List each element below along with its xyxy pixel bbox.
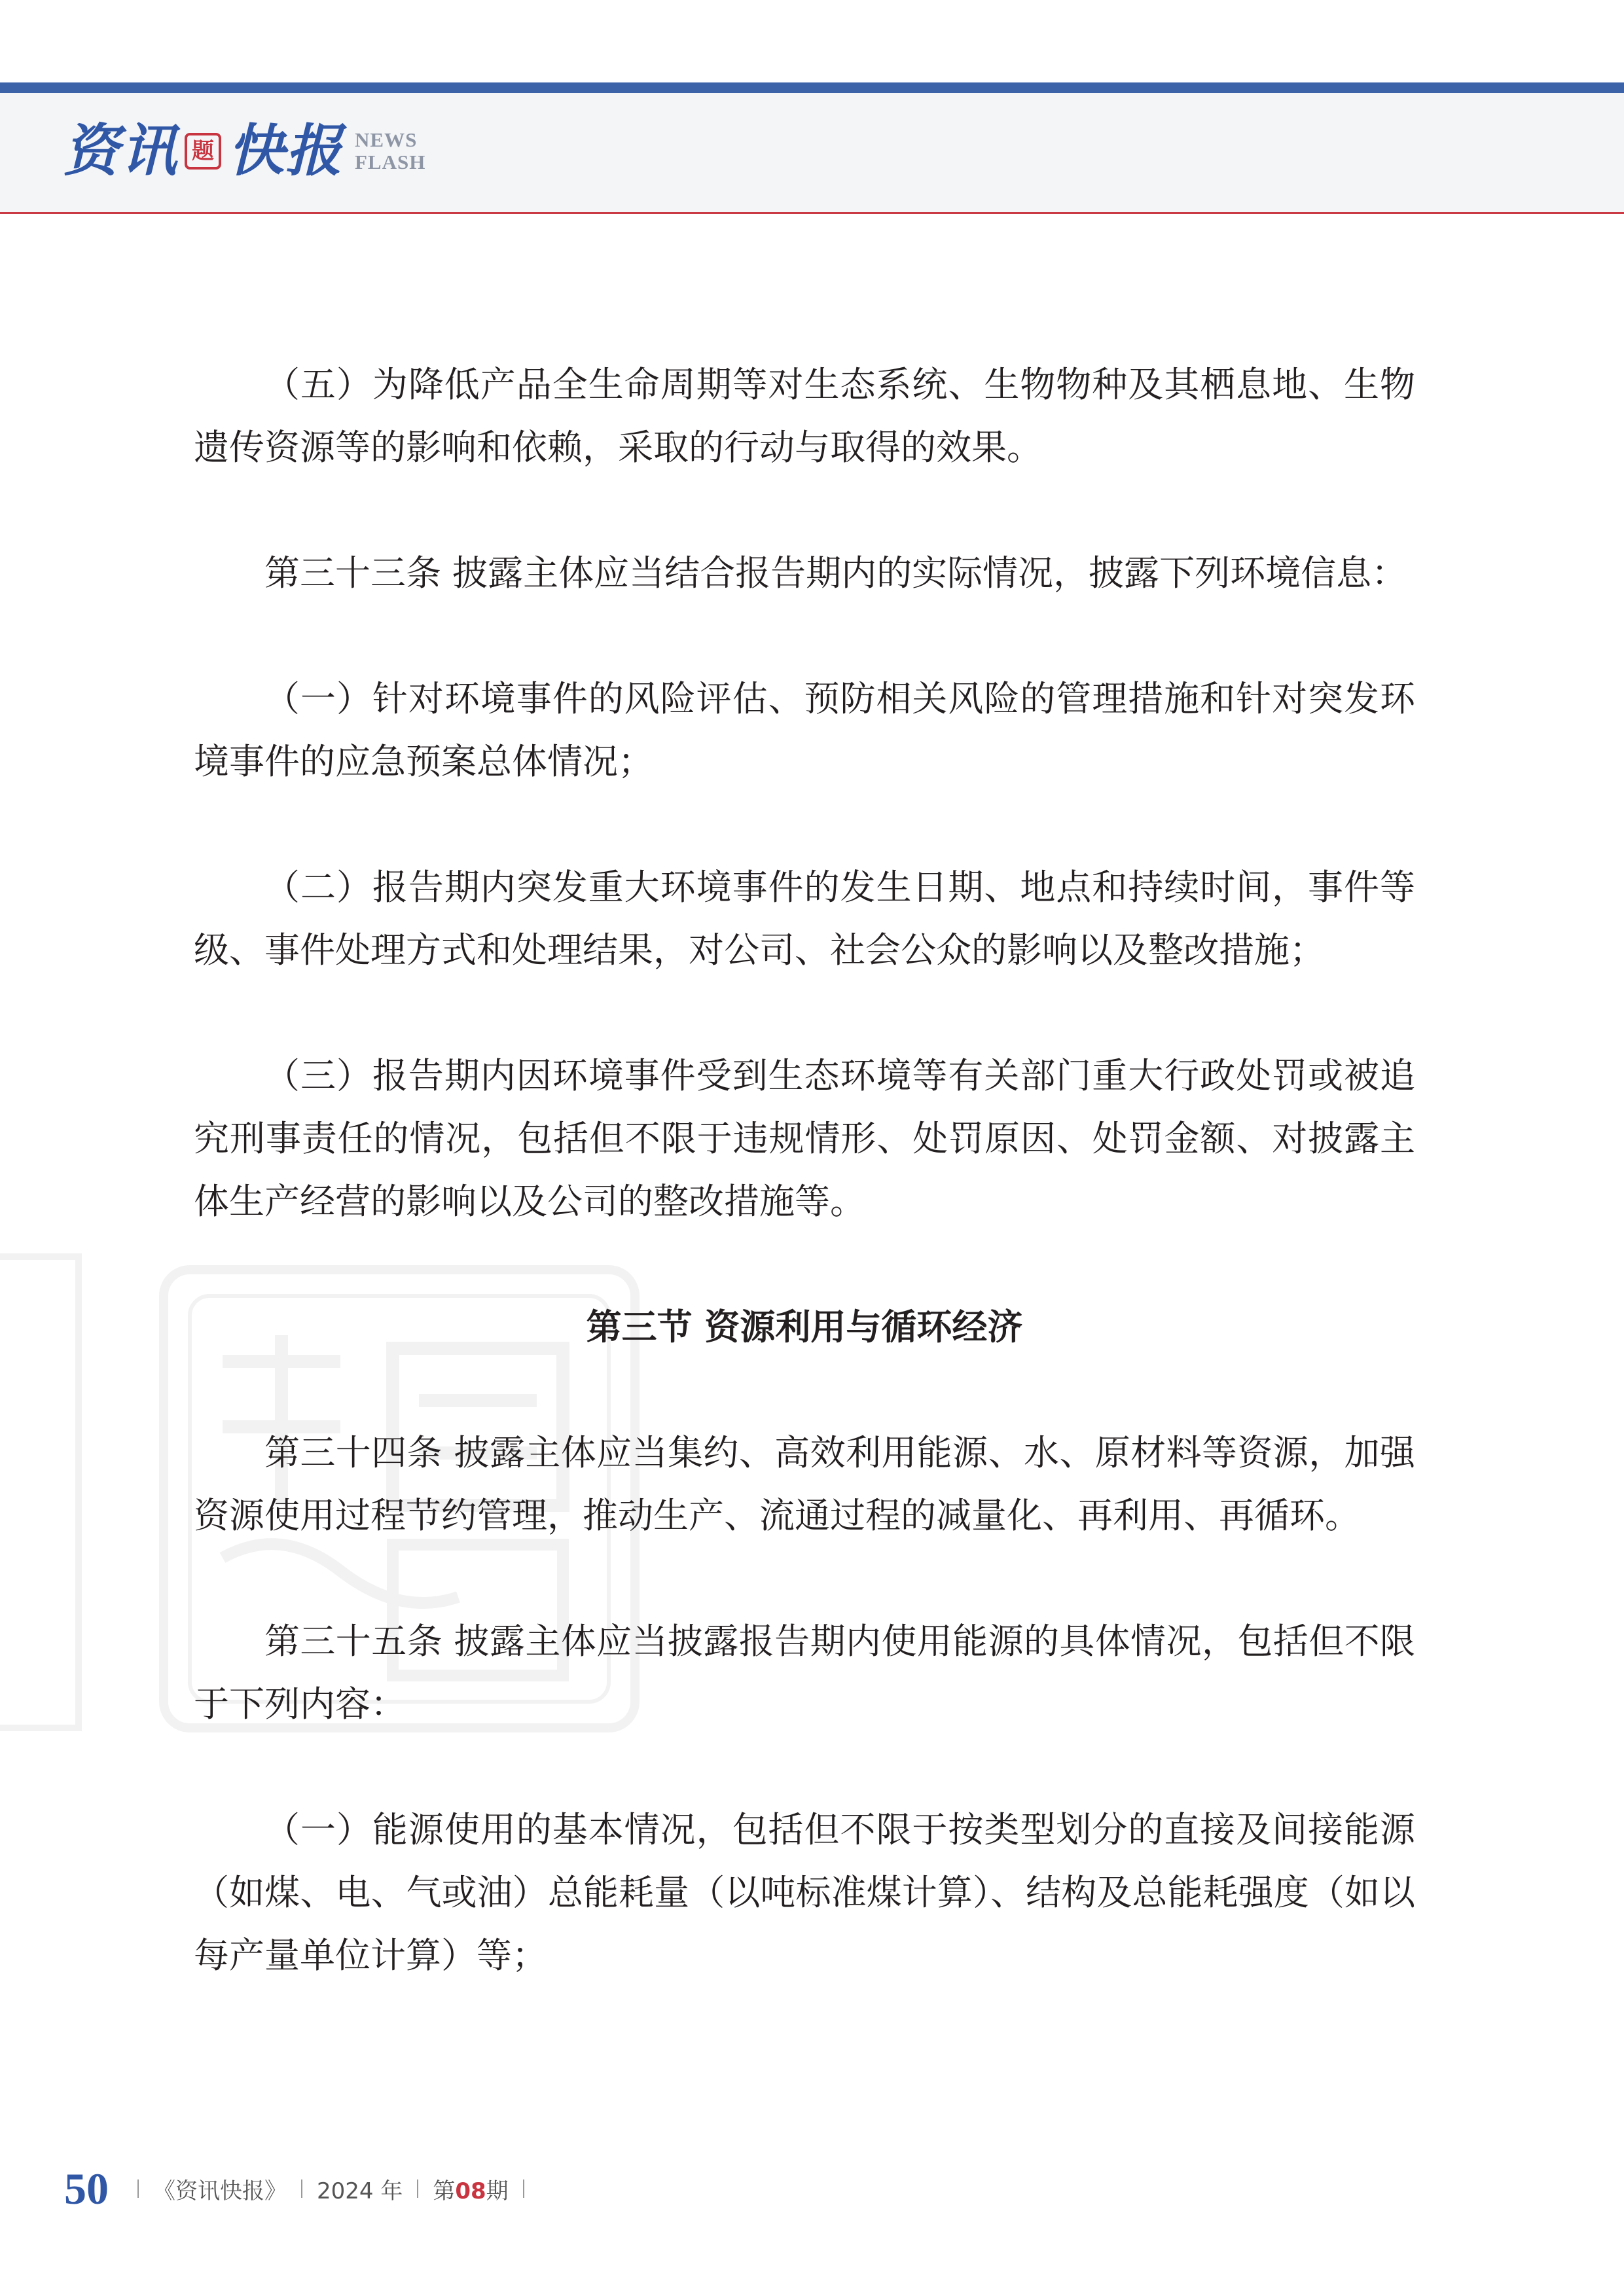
seal-icon [185,133,221,170]
paragraph-8: （一）能源使用的基本情况，包括但不限于按类型划分的直接及间接能源（如煤、电、气或油）总能耗量（以吨标准煤计算）、结构及总能耗强度（如以每产量单位计算）等； [194,1809,1415,1976]
paragraph-6: 第三十四条 披露主体应当集约、高效利用能源、水、原材料等资源，加强资源使用过程节约管理，推动生产、流通过程的减量化、再利用、再循环。 [194,1432,1415,1536]
footer-divider [137,2179,139,2198]
footer-divider [301,2179,302,2198]
paragraph-7: 第三十五条 披露主体应当披露报告期内使用能源的具体情况，包括但不限于下列内容： [194,1621,1415,1725]
footer-divider [417,2179,418,2198]
header-top-bar [0,82,1624,93]
logo-english-line1: NEWS [355,128,418,151]
issue-prefix: 第 [433,2178,456,2204]
masthead-logo [63,115,425,187]
paragraph-5: （三）报告期内因环境事件受到生态环境等有关部门重大行政处罚或被追究刑事责任的情况，包括但不限于违规情形、处罚原因、处罚金额、对披露主体生产经营的影响以及公司的整改措施等。 [194,1055,1415,1222]
page-footer [64,2162,539,2215]
paragraph-3: （一）针对环境事件的风险评估、预防相关风险的管理措施和针对突发环境事件的应急预案总体情况； [194,678,1415,782]
footer-divider [523,2179,524,2198]
paragraph-4: （二）报告期内突发重大环境事件的发生日期、地点和持续时间，事件等级、事件处理方式和处理结果，对公司、社会公众的影响以及整改措施； [194,867,1415,971]
section-heading: 第三节 资源利用与循环经济 [586,1306,1023,1348]
issue-label [433,2173,508,2205]
publication-name: 《资讯快报》 [153,2178,287,2204]
publication-year: 2024 年 [317,2178,403,2204]
logo-text-part1: 资讯 [63,118,178,184]
paragraph-1: （五）为降低产品全生命周期等对生态系统、生物物种及其栖息地、生物遗传资源等的影响和依赖，采取的行动与取得的效果。 [194,364,1415,468]
header-red-rule [0,212,1624,214]
issue-suffix: 期 [486,2178,509,2204]
issue-number: 08 [455,2178,486,2204]
logo-english-line2: FLASH [355,151,426,173]
logo-english [355,129,425,173]
page-number: 50 [64,2163,109,2214]
logo-text-part2: 快报 [228,118,343,184]
seal-character: 题 [192,138,214,164]
paragraph-2: 第三十三条 披露主体应当结合报告期内的实际情况，披露下列环境信息： [264,552,1407,594]
article-body [194,353,1415,2050]
